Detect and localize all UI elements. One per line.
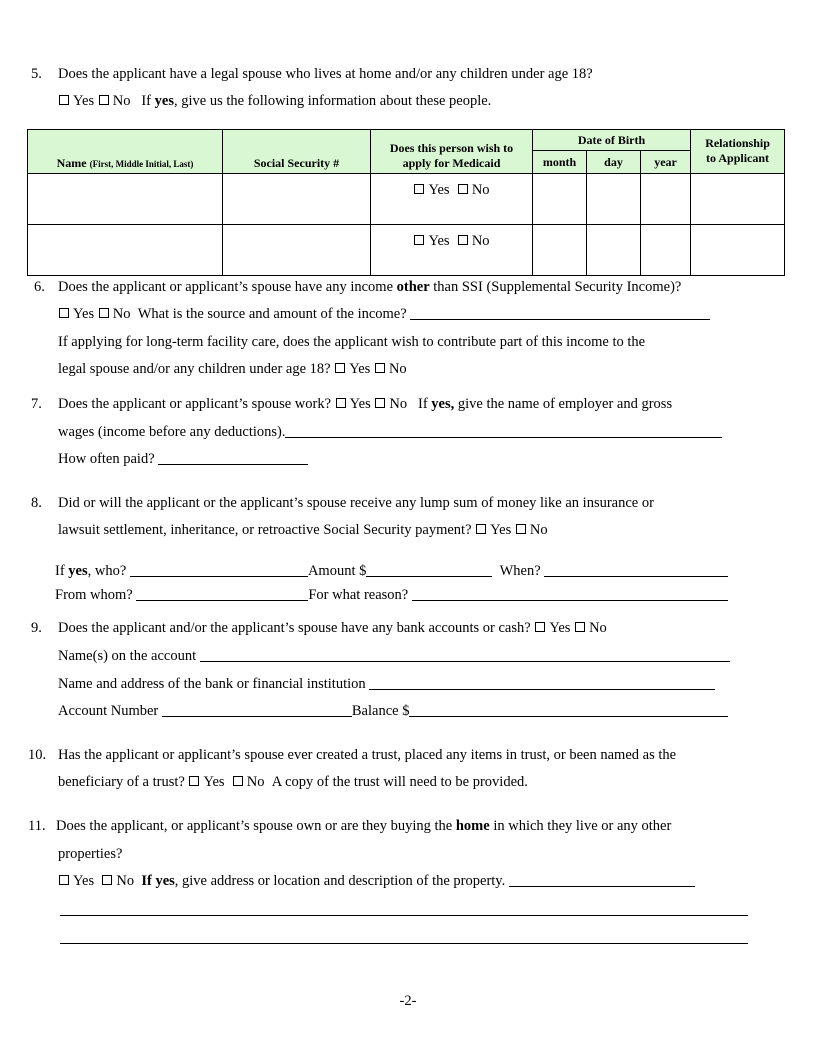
q6-source-field[interactable] <box>410 306 710 320</box>
q8-yes-label: Yes <box>490 522 512 538</box>
row2-yes-checkbox[interactable] <box>414 235 424 245</box>
q8-question-end: lawsuit settlement, inheritance, or retroactive Social Security payment? <box>58 522 472 538</box>
q7-how-often-line <box>58 451 308 468</box>
q7-text <box>58 396 672 413</box>
month-cell[interactable] <box>533 225 587 276</box>
table-row <box>28 225 785 276</box>
q11-text-a: Does the applicant, or applicant’s spouse own or are they buying the <box>56 818 456 834</box>
name-cell[interactable] <box>28 225 223 276</box>
q8-reason-field[interactable] <box>412 587 728 601</box>
q11-text-bold: home <box>455 818 490 834</box>
year-cell[interactable] <box>641 174 691 225</box>
q5-number: 5. <box>31 66 42 82</box>
q11-number: 11. <box>28 818 46 834</box>
q9-balance-label: Balance $ <box>351 703 410 719</box>
q10-line2 <box>58 774 528 791</box>
q9-bank-label: Name and address of the bank or financial institution <box>58 676 366 692</box>
month-cell[interactable] <box>533 174 587 225</box>
q11-line1 <box>56 818 671 835</box>
q6-yes-label: Yes <box>73 306 95 322</box>
q9-bank-line <box>58 676 715 693</box>
q8-no-label: No <box>529 522 548 538</box>
q6-number: 6. <box>34 279 45 295</box>
q11-continuation-line-1[interactable] <box>60 902 748 916</box>
q6-no-checkbox[interactable] <box>99 308 109 318</box>
q9-number: 9. <box>31 620 42 636</box>
dob-year-header: year <box>641 151 691 174</box>
q9-text <box>58 620 607 637</box>
q8-when-field[interactable] <box>544 563 728 577</box>
q8-from-label: From whom? <box>55 587 133 603</box>
q6-source-label: What is the source and amount of the income? <box>137 306 407 322</box>
q6-text <box>58 279 681 296</box>
q9-no-checkbox[interactable] <box>575 622 585 632</box>
q5-answer-line <box>58 93 491 110</box>
q7-question: Does the applicant or applicant’s spouse work? <box>58 396 332 412</box>
row2-no-checkbox[interactable] <box>458 235 468 245</box>
q8-number: 8. <box>31 495 42 511</box>
relationship-cell[interactable] <box>691 174 785 225</box>
dob-day-header: day <box>587 151 641 174</box>
q10-yes-checkbox[interactable] <box>189 776 199 786</box>
q10-yes-label: Yes <box>203 774 225 790</box>
q11-no-label: No <box>116 873 135 889</box>
q5-if-bold: yes <box>154 93 174 109</box>
q9-account-field[interactable] <box>162 703 352 717</box>
q9-bank-field[interactable] <box>369 676 715 690</box>
q8-who-field[interactable] <box>130 563 308 577</box>
q8-amount-label: Amount $ <box>307 563 367 579</box>
relationship-cell[interactable] <box>691 225 785 276</box>
q8-line1: Did or will the applicant or the applicant’s spouse receive any lump sum of money like an insurance or <box>58 495 654 511</box>
row1-no-label: No <box>471 182 490 198</box>
q6-text-a: Does the applicant or applicant’s spouse have any income <box>58 279 397 295</box>
q7-no-label: No <box>389 396 408 412</box>
q10-note: A copy of the trust will need to be provided. <box>271 774 528 790</box>
q9-names-label: Name(s) on the account <box>58 648 197 664</box>
q7-if-prefix: If <box>417 396 428 412</box>
q7-if-rest: give the name of employer and gross <box>454 396 673 412</box>
q11-no-checkbox[interactable] <box>102 875 112 885</box>
q9-no-label: No <box>589 620 607 636</box>
q10-no-label: No <box>246 774 265 790</box>
q9-account-line <box>58 703 728 720</box>
page-number: -2- <box>399 993 417 1009</box>
q8-from-field[interactable] <box>136 587 308 601</box>
q8-who-line <box>55 563 728 580</box>
q11-yes-checkbox[interactable] <box>59 875 69 885</box>
q7-wages-label: wages (income before any deductions). <box>58 424 286 440</box>
q8-from-line <box>55 587 728 604</box>
q9-question: Does the applicant and/or the applicant’s spouse have any bank accounts or cash? <box>58 620 531 636</box>
ssn-column-header: Social Security # <box>223 130 371 174</box>
q7-how-often-field[interactable] <box>158 451 308 465</box>
q8-reason-label: For what reason? <box>308 587 409 603</box>
row1-yes-checkbox[interactable] <box>414 184 424 194</box>
q10-number: 10. <box>28 747 47 763</box>
row1-yes-label: Yes <box>428 182 450 198</box>
q8-no-checkbox[interactable] <box>516 524 526 534</box>
q11-text-b: in which they live or any other <box>489 818 672 834</box>
q8-who-label: , who? <box>87 563 127 579</box>
row1-no-checkbox[interactable] <box>458 184 468 194</box>
name-cell[interactable] <box>28 174 223 225</box>
q7-number: 7. <box>31 396 42 412</box>
medicaid-cell <box>371 174 533 225</box>
q11-if-rest: , give address or location and description of the property. <box>174 873 506 889</box>
q9-yes-label: Yes <box>549 620 571 636</box>
q5-yes-label: Yes <box>73 93 95 109</box>
q11-yes-label: Yes <box>73 873 95 889</box>
ssn-cell[interactable] <box>223 174 371 225</box>
q9-names-line <box>58 648 730 665</box>
q6-ltc-yes-label: Yes <box>349 361 371 377</box>
q10-no-checkbox[interactable] <box>233 776 243 786</box>
q5-if-prefix: If <box>141 93 152 109</box>
q9-balance-field[interactable] <box>409 703 728 717</box>
q8-yes-checkbox[interactable] <box>476 524 486 534</box>
q7-employer-field[interactable] <box>285 424 722 438</box>
table-row <box>28 174 785 225</box>
medicaid-header-line2: apply for Medicaid <box>402 156 501 170</box>
year-cell[interactable] <box>641 225 691 276</box>
ssn-cell[interactable] <box>223 225 371 276</box>
q7-yes-checkbox[interactable] <box>336 398 346 408</box>
q6-ltc-line1: If applying for long-term facility care, does the applicant wish to contribute part of this income to the <box>58 334 646 350</box>
q6-ltc-question: legal spouse and/or any children under age 18? <box>58 361 331 377</box>
q8-if-prefix: If <box>55 563 65 579</box>
medicaid-cell <box>371 225 533 276</box>
q7-how-often-label: How often paid? <box>58 451 155 467</box>
q6-answer-line <box>58 306 710 323</box>
q9-names-field[interactable] <box>200 648 730 662</box>
q6-ltc-line2 <box>58 361 407 378</box>
q6-text-b: than SSI (Supplemental Security Income)? <box>429 279 682 295</box>
day-cell[interactable] <box>587 174 641 225</box>
day-cell[interactable] <box>587 225 641 276</box>
q9-yes-checkbox[interactable] <box>535 622 545 632</box>
q6-yes-checkbox[interactable] <box>59 308 69 318</box>
q8-if-bold: yes <box>68 563 88 579</box>
q5-if-rest: , give us the following information about these people. <box>173 93 492 109</box>
q6-ltc-no-checkbox[interactable] <box>375 363 385 373</box>
q7-if-bold: yes, <box>431 396 455 412</box>
row2-no-label: No <box>471 233 490 249</box>
q9-account-label: Account Number <box>58 703 159 719</box>
q7-wages-line <box>58 424 722 441</box>
q11-answer-line <box>58 873 695 890</box>
q6-ltc-no-label: No <box>388 361 407 377</box>
q7-yes-label: Yes <box>349 396 371 412</box>
q11-continuation-line-2[interactable] <box>60 930 748 944</box>
q8-amount-field[interactable] <box>366 563 492 577</box>
dob-column-header: Date of Birth <box>533 130 691 151</box>
q5-no-checkbox[interactable] <box>99 95 109 105</box>
q11-property-field[interactable] <box>509 873 695 887</box>
relationship-column-header <box>691 130 785 174</box>
name-header-label: Name <box>56 156 87 170</box>
q11-if-bold: If yes <box>141 873 175 889</box>
household-members-table <box>27 129 785 276</box>
name-header-sub: (First, Middle Initial, Last) <box>89 159 194 169</box>
q7-no-checkbox[interactable] <box>375 398 385 408</box>
q6-ltc-yes-checkbox[interactable] <box>335 363 345 373</box>
dob-month-header: month <box>533 151 587 174</box>
q10-line1: Has the applicant or applicant’s spouse ever created a trust, placed any items in trust, or been named as the <box>58 747 677 763</box>
relationship-header-line1: Relationship <box>705 136 770 150</box>
medicaid-header-line1: Does this person wish to <box>389 141 514 155</box>
name-column-header <box>28 130 223 174</box>
q6-text-bold: other <box>396 279 430 295</box>
relationship-header-line2: to Applicant <box>706 151 770 165</box>
q10-question-end: beneficiary of a trust? <box>58 774 185 790</box>
q5-yes-checkbox[interactable] <box>59 95 69 105</box>
q11-line2: properties? <box>58 846 123 862</box>
q8-when-label: When? <box>499 563 541 579</box>
row2-yes-label: Yes <box>428 233 450 249</box>
q5-no-label: No <box>112 93 131 109</box>
q5-text: Does the applicant have a legal spouse who lives at home and/or any children under age 18? <box>58 66 593 82</box>
q6-no-label: No <box>112 306 131 322</box>
q8-line2 <box>58 522 548 539</box>
medicaid-column-header <box>371 130 533 174</box>
